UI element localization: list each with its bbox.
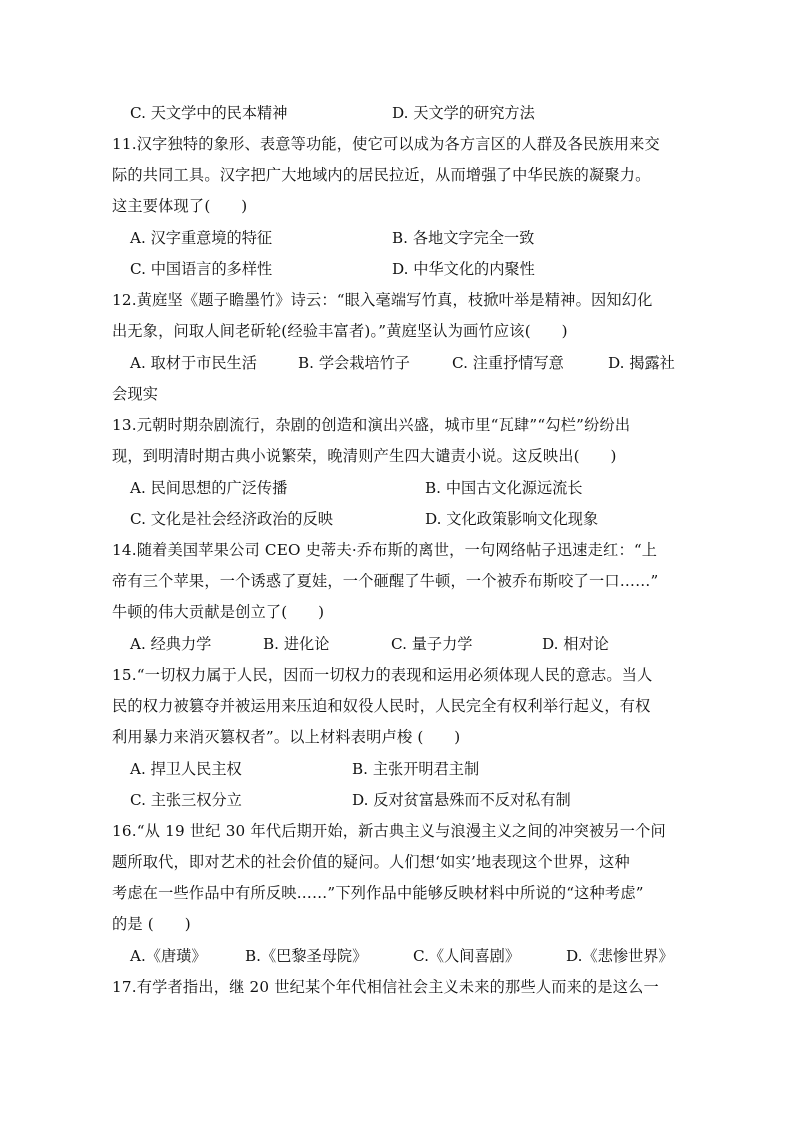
question-11-line-3: 这主要体现了( ) [112,197,248,215]
option-c: C. 注重抒情写意 [452,354,564,372]
question-14-line-1: 14.随着美国苹果公司 CEO 史蒂夫·乔布斯的离世，一句网络帖子迅速走红：“上 [112,541,658,559]
option-d: D. 文化政策影响文化现象 [425,510,599,528]
option-a: A. 经典力学 [130,635,212,653]
option-d: D. 相对论 [542,635,609,653]
option-a: A.《唐璜》 [130,947,207,965]
option-c: C. 中国语言的多样性 [130,260,273,278]
option-c: C. 文化是社会经济政治的反映 [130,510,333,528]
option-b: B. 进化论 [263,635,330,653]
option-a: A. 汉字重意境的特征 [130,229,273,247]
question-11-line-1: 11.汉字独特的象形、表意等功能，使它可以成为各方言区的人群及各民族用来交 [112,135,660,153]
question-15-line-1: 15.“一切权力属于人民，因而一切权力的表现和运用必须体现人民的意志。当人 [112,666,653,684]
option-c: C. 量子力学 [391,635,473,653]
question-16-line-4: 的是 ( ) [112,915,191,933]
option-d: D. 天文学的研究方法 [392,104,535,122]
question-12-line-3: 会现实 [112,385,159,403]
option-c: C. 天文学中的民本精神 [130,104,288,122]
question-11-line-2: 际的共同工具。汉字把广大地域内的居民拉近，从而增强了中华民族的凝聚力。 [112,166,651,184]
question-13-line-2: 现，到明清时期古典小说繁荣，晚清则产生四大谴责小说。这反映出( ) [112,447,617,465]
option-d: D.《悲惨世界》 [566,947,674,965]
option-c: C.《人间喜剧》 [413,947,521,965]
option-d: D. 揭露社 [608,354,675,372]
question-13-line-1: 13.元朝时期杂剧流行，杂剧的创造和演出兴盛，城市里“瓦肆”“勾栏”纷纷出 [112,416,631,434]
question-14-line-2: 帝有三个苹果，一个诱惑了夏娃，一个砸醒了牛顿，一个被乔布斯咬了一口……” [112,572,659,590]
option-a: A. 取材于市民生活 [130,354,257,372]
option-a: A. 民间思想的广泛传播 [130,479,288,497]
option-b: B. 中国古文化源远流长 [425,479,583,497]
option-b: B.《巴黎圣母院》 [245,947,368,965]
question-16-line-1: 16.“从 19 世纪 30 年代后期开始，新古典主义与浪漫主义之间的冲突被另一个问 [112,822,666,840]
option-c: C. 主张三权分立 [130,791,242,809]
option-d: D. 中华文化的内聚性 [392,260,535,278]
question-17-line-1: 17.有学者指出，继 20 世纪某个年代相信社会主义未来的那些人而来的是这么一 [112,978,659,996]
option-b: B. 学会栽培竹子 [298,354,410,372]
option-d: D. 反对贫富悬殊而不反对私有制 [352,791,571,809]
question-16-line-3: 考虑在一些作品中有所反映……”下列作品中能够反映材料中所说的“这种考虑” [112,884,644,902]
question-16-line-2: 题所取代，即对艺术的社会价值的疑问。人们想‘如实’地表现这个世界，这种 [112,853,630,871]
question-14-line-3: 牛顿的伟大贡献是创立了( ) [112,603,325,621]
question-15-line-3: 利用暴力来消灭篡权者”。以上材料表明卢梭 ( ) [112,728,461,746]
option-b: B. 各地文字完全一致 [392,229,535,247]
question-15-line-2: 民的权力被篡夺并被运用来压迫和奴役人民时，人民完全有权利举行起义，有权 [112,697,651,715]
option-b: B. 主张开明君主制 [352,760,480,778]
option-a: A. 捍卫人民主权 [130,760,242,778]
question-12-line-2: 出无象，问取人间老斫轮(经验丰富者)。”黄庭坚认为画竹应该( ) [112,322,568,340]
question-12-line-1: 12.黄庭坚《题子瞻墨竹》诗云：“眼入毫端写竹真，枝掀叶举是精神。因知幻化 [112,291,653,309]
